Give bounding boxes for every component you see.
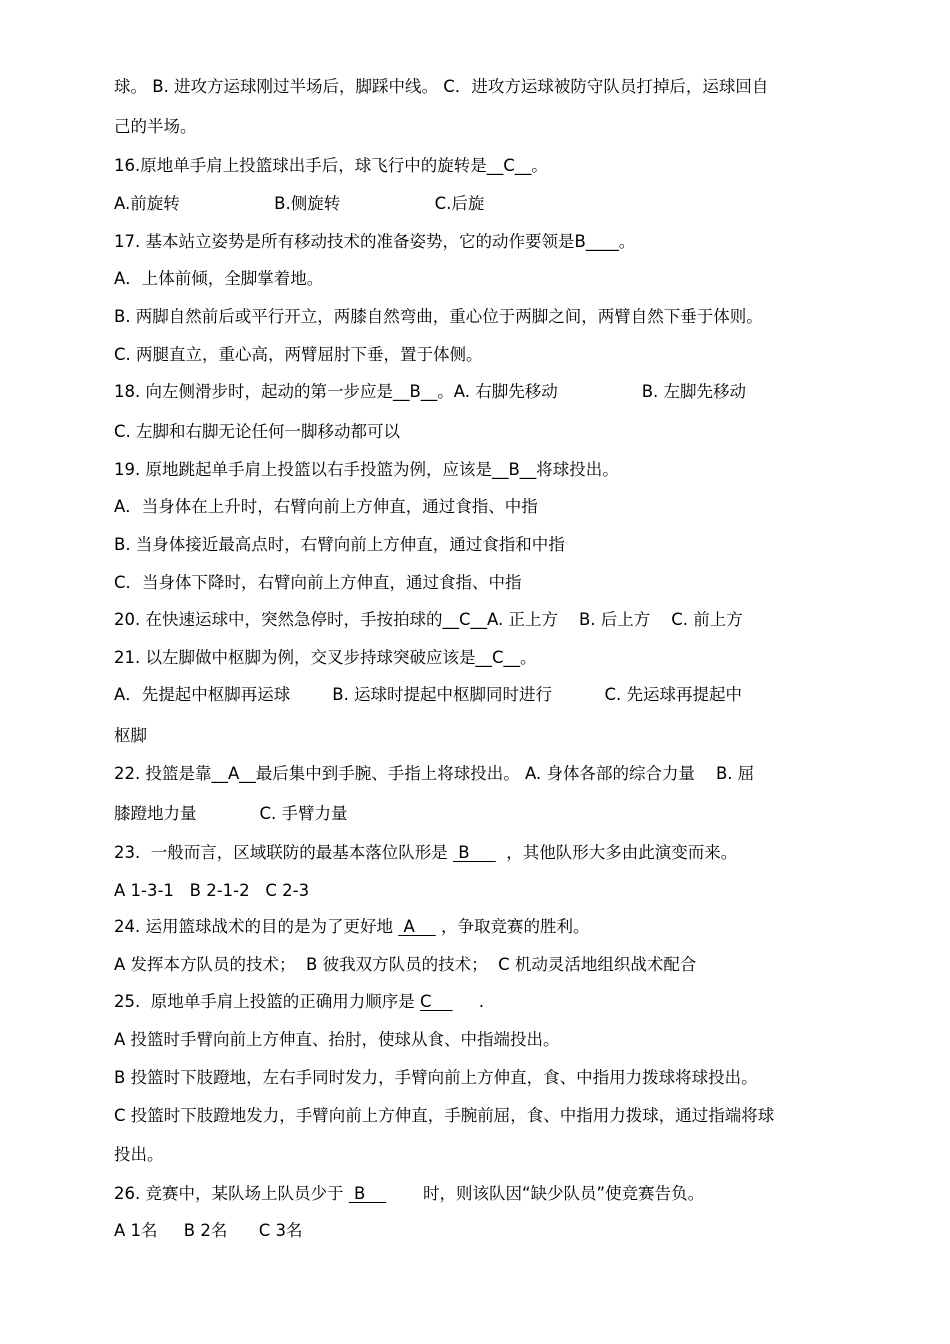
question-24-answer: A [398, 917, 436, 936]
question-25-text: 25. 原地单手肩上投篮的正确用力顺序是 [114, 992, 420, 1011]
question-18-option-c: C. 左脚和右脚无论任何一脚移动都可以 [114, 422, 401, 441]
question-21: 21. 以左脚做中枢脚为例，交叉步持球突破应该是__C__。 [114, 648, 537, 667]
question-26-answer: B [348, 1184, 387, 1203]
text-line-1: 球。 B. 进攻方运球刚过半场后，脚踩中线。 C．进攻方运球被防守队员打掉后，运球回自 [114, 77, 769, 96]
question-17-option-c: C. 两腿直立，重心高，两臂屈肘下垂，置于体侧。 [114, 345, 483, 364]
question-25-option-c-cont: 投出。 [114, 1145, 164, 1164]
question-19-option-a: A．当身体在上升时，右臂向前上方伸直，通过食指、中指 [114, 497, 538, 516]
question-25-option-a: A 投篮时手臂向前上方伸直、抬肘，使球从食、中指端投出。 [114, 1030, 560, 1049]
question-19-option-c: C．当身体下降时，右臂向前上方伸直，通过食指、中指 [114, 573, 522, 592]
question-24-options: A 发挥本方队员的技术； B 彼我双方队员的技术； C 机动灵活地组织战术配合 [114, 955, 697, 974]
question-20: 20. 在快速运球中，突然急停时，手按拍球的__C__A. 正上方 B. 后上方 C. 前上方 [114, 610, 743, 629]
question-26-after: 时，则该队因“缺少队员”使竞赛告负。 [386, 1184, 705, 1203]
question-23-text: 23. 一般而言，区域联防的最基本落位队形是 [114, 843, 453, 862]
question-25-answer: C [419, 992, 453, 1011]
question-24 [114, 915, 894, 939]
question-26-options: A 1名 B 2名 C 3名 [114, 1221, 303, 1240]
question-24-after: ，争取竞赛的胜利。 [435, 917, 590, 936]
question-19: 19. 原地跳起单手肩上投篮以右手投篮为例，应该是__B__将球投出。 [114, 460, 619, 479]
question-25-option-b: B 投篮时下肢蹬地，左右手同时发力，手臂向前上方伸直，食、中指用力拨球将球投出。 [114, 1068, 758, 1087]
question-18: 18. 向左侧滑步时，起动的第一步应是__B__。A. 右脚先移动 B. 左脚先移动 [114, 382, 747, 401]
question-23 [114, 841, 894, 865]
question-17: 17. 基本站立姿势是所有移动技术的准备姿势，它的动作要领是B____。 [114, 232, 636, 251]
question-16: 16.原地单手肩上投篮球出手后，球飞行中的旋转是__C__。 [114, 156, 548, 175]
question-26-text: 26. 竞赛中，某队场上队员少于 [114, 1184, 349, 1203]
question-25-after: . [452, 992, 484, 1011]
question-23-answer: B [452, 843, 496, 862]
question-22-cont: 膝蹬地力量 C. 手臂力量 [114, 804, 348, 823]
question-24-text: 24. 运用篮球战术的目的是为了更好地 [114, 917, 399, 936]
question-25-option-c: C 投篮时下肢蹬地发力，手臂向前上方伸直，手腕前屈，食、中指用力拨球，通过指端将球 [114, 1106, 775, 1125]
text-line-2: 己的半场。 [114, 117, 197, 136]
question-16-options: A.前旋转 B.侧旋转 C.后旋 [114, 194, 485, 213]
question-21-options-cont: 枢脚 [114, 726, 147, 745]
question-17-option-a: A．上体前倾，全脚掌着地。 [114, 269, 324, 288]
question-23-options: A 1-3-1 B 2-1-2 C 2-3 [114, 881, 310, 900]
question-19-option-b: B. 当身体接近最高点时，右臂向前上方伸直，通过食指和中指 [114, 535, 565, 554]
question-17-option-b: B. 两脚自然前后或平行开立，两膝自然弯曲，重心位于两脚之间，两臂自然下垂于体则。 [114, 307, 763, 326]
question-26 [114, 1182, 894, 1206]
question-23-after: ，其他队形大多由此演变而来。 [495, 843, 738, 862]
question-25 [114, 990, 894, 1014]
question-21-options: A．先提起中枢脚再运球 B. 运球时提起中枢脚同时进行 C. 先运球再提起中 [114, 685, 743, 704]
question-22: 22. 投篮是靠__A__最后集中到手腕、手指上将球投出。 A. 身体各部的综合力量 B. 屈 [114, 764, 755, 783]
